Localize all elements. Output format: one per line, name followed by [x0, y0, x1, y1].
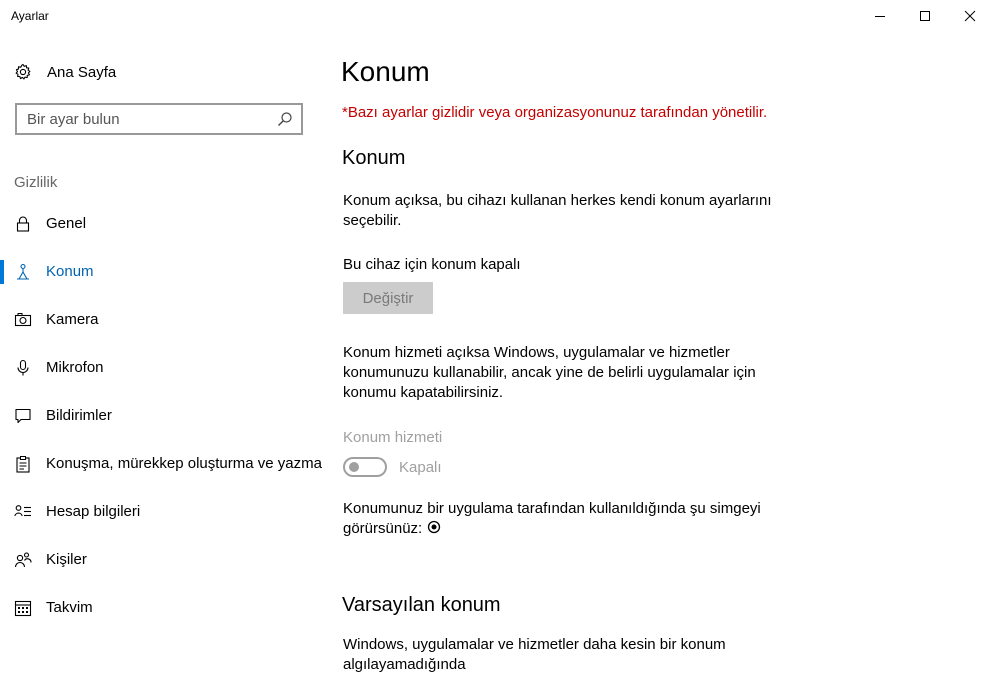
sidebar-item-label: Konuşma, mürekkep oluşturma ve yazma	[46, 455, 322, 472]
default-location-description-line: Windows, uygulamalar ve hizmetler daha kesin bir konum algılayamadığında	[343, 636, 726, 673]
close-icon	[965, 11, 975, 21]
service-description-line: Konum hizmeti açıksa Windows, uygulamalar ve hizmetler	[343, 344, 730, 361]
toggle-knob	[349, 462, 359, 472]
maximize-icon	[920, 11, 930, 21]
location-icon-note-text: görürsünüz:	[343, 520, 423, 537]
sidebar-item-konum[interactable]	[0, 252, 320, 292]
location-in-use-icon	[427, 520, 441, 534]
sidebar-item-label: Kamera	[46, 311, 99, 328]
location-service-label: Konum hizmeti	[343, 429, 443, 446]
close-button[interactable]	[947, 0, 993, 32]
clipboard-icon	[14, 455, 32, 473]
service-description-line: konumunuzu kullanabilir, ancak yine de belirli uygulamalar için	[343, 364, 756, 381]
sidebar-item-label: Mikrofon	[46, 359, 104, 376]
location-icon-note-line	[343, 519, 773, 539]
gear-icon	[14, 63, 32, 81]
sidebar-item-konusma[interactable]	[0, 444, 320, 484]
home-label: Ana Sayfa	[47, 64, 117, 81]
lock-icon	[14, 215, 32, 233]
sidebar-item-genel[interactable]	[0, 204, 320, 244]
contacts-icon	[14, 551, 32, 569]
microphone-icon	[14, 359, 32, 377]
location-description-line: seçebilir.	[343, 212, 402, 229]
location-description	[343, 191, 773, 231]
default-location-description	[343, 633, 793, 673]
sidebar-item-hesap-bilgileri[interactable]	[0, 492, 320, 532]
service-description-line: konumu kapatabilirsiniz.	[343, 384, 504, 401]
minimize-icon	[875, 11, 885, 21]
notification-icon	[14, 407, 32, 425]
location-icon-note	[343, 499, 773, 539]
location-person-icon	[14, 263, 32, 281]
search-icon[interactable]	[277, 111, 293, 127]
service-description	[343, 343, 773, 403]
group-title: Gizlilik	[14, 174, 58, 191]
sidebar-item-mikrofon[interactable]	[0, 348, 320, 388]
sidebar-item-kisiler[interactable]	[0, 540, 320, 580]
section-title-konum: Konum	[342, 147, 406, 169]
location-icon-note-line: Konumunuz bir uygulama tarafından kullanıldığında şu simgeyi	[343, 500, 761, 517]
selection-indicator	[0, 260, 4, 284]
sidebar-item-label: Hesap bilgileri	[46, 503, 141, 520]
sidebar-item-label: Takvim	[46, 599, 93, 616]
camera-icon	[14, 311, 32, 329]
sidebar-item-kamera[interactable]	[0, 300, 320, 340]
page-title: Konum	[341, 56, 430, 87]
sidebar-item-takvim[interactable]	[0, 588, 320, 628]
toggle-state-label: Kapalı	[399, 459, 442, 476]
window-title: Ayarlar	[11, 9, 49, 23]
location-description-line: Konum açıksa, bu cihazı kullanan herkes kendi konum ayarlarını	[343, 192, 772, 209]
title-bar	[0, 0, 991, 32]
maximize-button[interactable]	[902, 0, 948, 32]
change-button[interactable]: Değiştir	[343, 282, 433, 314]
sidebar-item-label: Kişiler	[46, 551, 87, 568]
sidebar-item-label: Bildirimler	[46, 407, 112, 424]
location-service-toggle[interactable]	[343, 457, 387, 477]
search-input[interactable]	[27, 110, 277, 128]
minimize-button[interactable]	[857, 0, 903, 32]
managed-warning: *Bazı ayarlar gizlidir veya organizasyonunuz tarafından yönetilir.	[342, 104, 768, 121]
sidebar	[0, 32, 320, 644]
sidebar-item-label: Konum	[46, 263, 94, 280]
home-link[interactable]	[0, 54, 320, 90]
search-box[interactable]	[15, 103, 303, 135]
device-location-status: Bu cihaz için konum kapalı	[343, 256, 521, 273]
sidebar-item-bildirimler[interactable]	[0, 396, 320, 436]
section-title-default-location: Varsayılan konum	[342, 594, 501, 616]
calendar-icon	[14, 599, 32, 617]
account-info-icon	[14, 503, 32, 521]
main-content	[320, 32, 991, 673]
sidebar-item-label: Genel	[46, 215, 87, 232]
